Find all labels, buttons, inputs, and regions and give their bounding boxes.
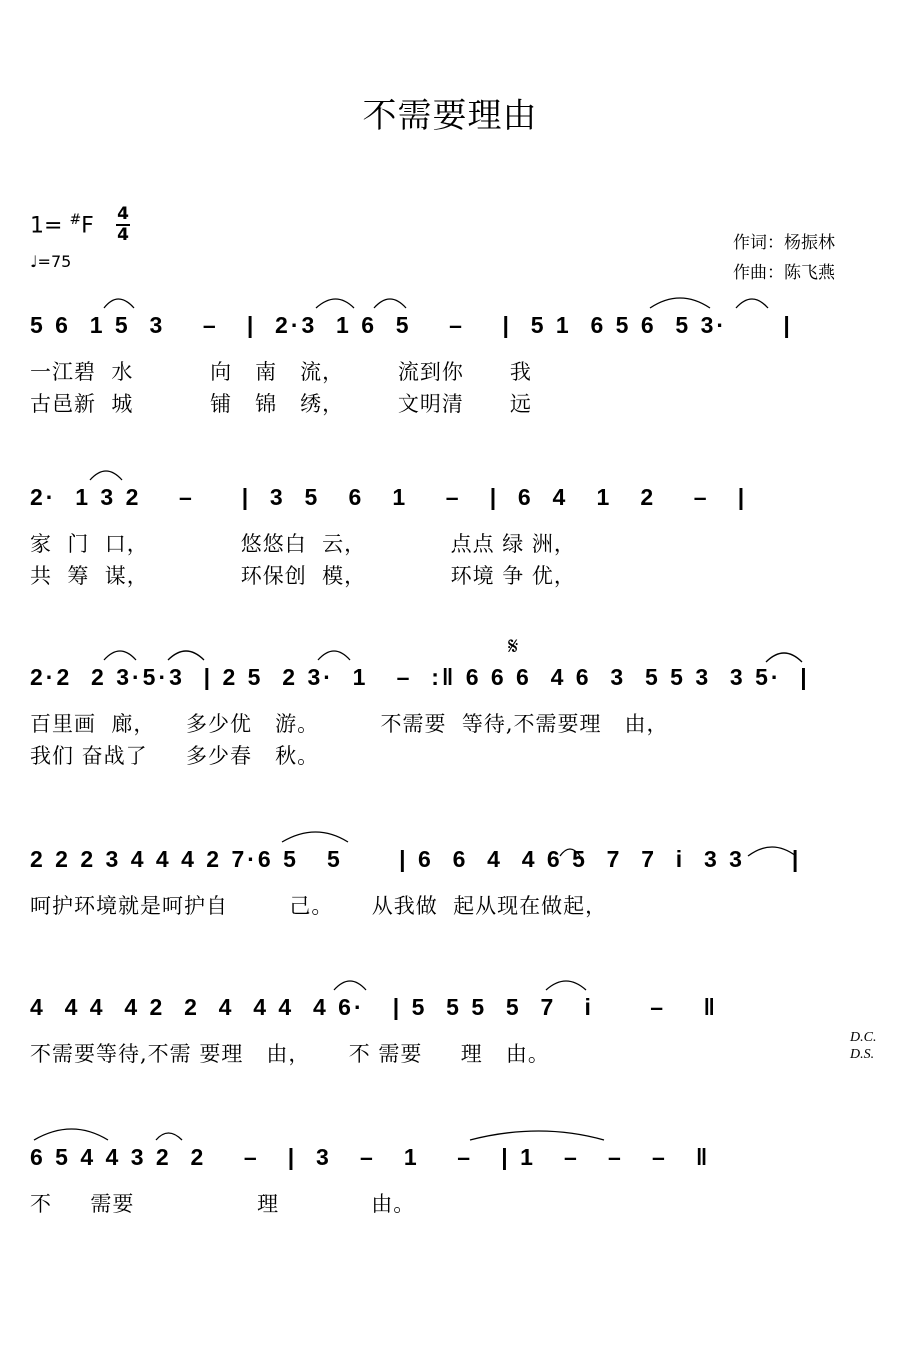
lyric-line-2: 古邑新 城 铺 锦 绣， 文明清 远 <box>30 392 532 416</box>
lyric-line-1: 一江碧 水 向 南 流， 流到你 我 <box>30 360 532 384</box>
lyric-line-1: 呵护环境就是呵护自 己。 从我做 起从现在做起， <box>30 894 608 918</box>
note-line: 2· 1 3 2 – | 3 5 6 1 – | 6 4 1 2 – | <box>30 484 748 510</box>
note-line: 5 6 1 5 3 – | 2·3 1 6 5 – | 5 1 6 5 6 5 3· | <box>30 312 793 338</box>
time-signature: 4 4 <box>117 204 129 245</box>
lyric-line-2: 我们 奋战了 多少春 秋。 <box>30 744 320 768</box>
note-line: 2·2 2 3·5·3 | 2 5 2 3· 1 – :‖ 6 6 6 4 6 3 5 5 3 3 5· | <box>30 664 810 690</box>
lyric-line-1: 百里画 廊， 多少优 游。 不需要 等待,不需要理 由， <box>30 712 669 736</box>
note-line: 2 2 2 3 4 4 4 2 7·6 5 5 | 6 6 4 4 6 5 7 7 i 3 3 | <box>30 846 802 872</box>
da-capo-marking: D.C. <box>850 1030 877 1045</box>
song-title: 不需要理由 <box>362 96 538 136</box>
note-line: 6 5 4 4 3 2 2 – | 3 – 1 – | 1 – – – ‖ <box>30 1144 711 1170</box>
key-signature: 1= #F <box>30 212 94 239</box>
note-line: 4 4 4 4 2 2 4 4 4 4 6· | 5 5 5 5 7 i – ‖ <box>30 994 718 1020</box>
composer-credit: 作曲：陈飞燕 <box>733 263 835 283</box>
dal-segno-marking: D.S. <box>850 1047 875 1062</box>
lyric-line-2: 共 筹 谋， 环保创 模， 环境 争 优， <box>30 564 576 588</box>
segno-sign: 𝄋 <box>508 632 519 660</box>
lyric-line-1: 家 门 口， 悠悠白 云， 点点 绿 洲， <box>30 532 576 556</box>
lyricist-credit: 作词：杨振林 <box>733 233 835 253</box>
lyric-line-1: 不需要等待,不需 要理 由， 不 需要 理 由。 <box>30 1042 550 1066</box>
tempo-marking: ♩=75 <box>30 252 72 271</box>
lyric-line-1: 不 需要 理 由。 <box>30 1192 416 1216</box>
